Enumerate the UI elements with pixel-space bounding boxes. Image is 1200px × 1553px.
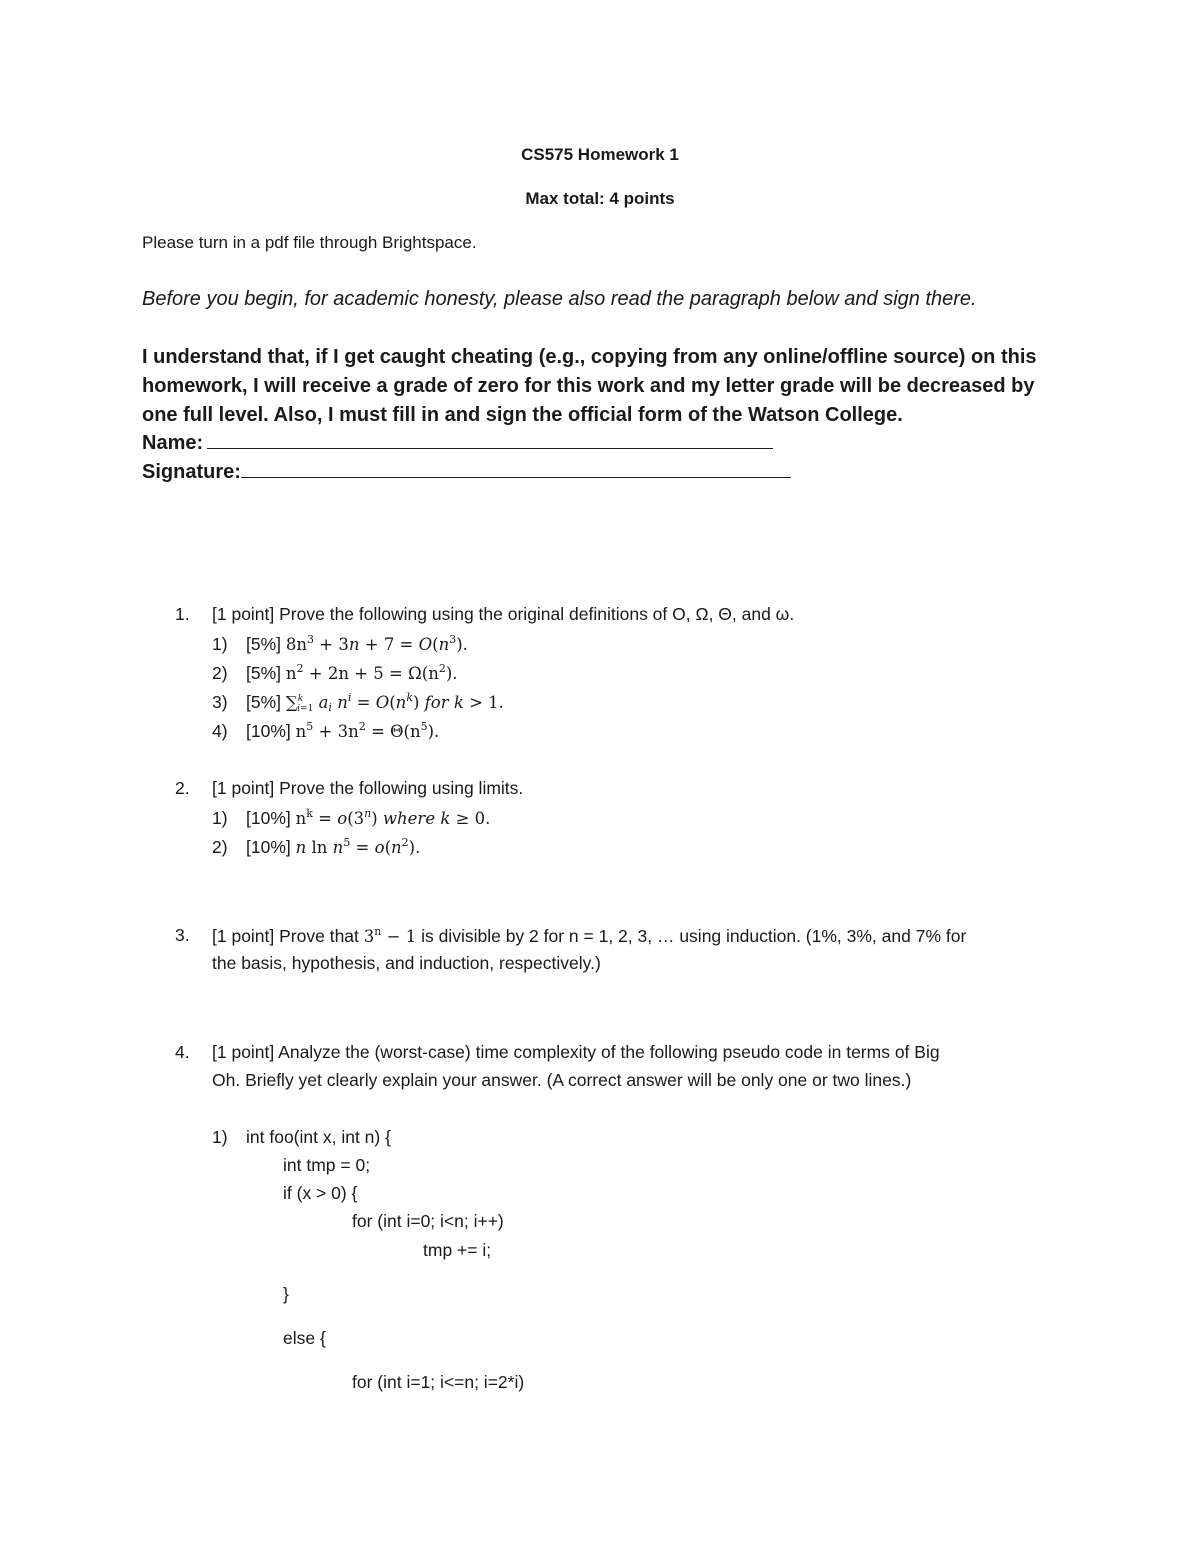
code-line-1: int foo(int x, int n) { [246,1127,391,1147]
q1-item-2-pct: [5%] [246,663,282,683]
q1-number: 1. [175,604,190,624]
honesty-line-1: I understand that, if I get caught cheating (e.g., copying from any online/offline source) on this [142,346,1037,368]
q1-item-2-formula: $n^2 + 2n + 5 = \Omega(n^2)$. [285,662,458,683]
q3-line-1 [212,925,966,947]
name-label: Name: [142,432,204,454]
q2-item-2-pct: [10%] [246,837,291,857]
q4-line-2: Oh. Briefly yet clearly explain your answer. (A correct answer will be only one or two lines.) [212,1070,912,1090]
document-title: CS575 Homework 1 [521,145,679,164]
q2-item-1 [212,807,490,829]
code-line-3: if (x > 0) { [283,1183,358,1203]
before-begin-note: Before you begin, for academic honesty, please also read the paragraph below and sign there. [142,288,977,310]
q2-text: [1 point] Prove the following using limits. [212,778,524,798]
q2-item-1-num: 1) [212,808,228,828]
q1-item-3-pct: [5%] [246,692,282,712]
signature-label: Signature: [142,461,241,483]
q1-item-4 [212,720,439,742]
q1-item-3-num: 3) [212,692,228,712]
name-blank-line[interactable] [207,430,773,449]
q1-item-4-num: 4) [212,721,228,741]
code-line-5: tmp += i; [423,1240,492,1260]
q2-item-1-pct: [10%] [246,808,291,828]
signature-blank-line[interactable] [241,459,791,478]
q3-formula: $3^n - 1$ [363,925,417,946]
q2-number: 2. [175,778,190,798]
q1-item-2 [212,662,458,684]
q1-item-1-formula: $8n^3 + 3n + 7 = O(n^3)$. [285,633,468,654]
q3-text-a: [1 point] Prove that [212,926,359,946]
name-row [142,430,773,455]
q2-item-2 [212,836,420,858]
q2-item-1-formula: $n^k = o(3^n)$ where k ≥ 0. [295,807,491,828]
q4-sub-number: 1) [212,1127,228,1147]
turn-in-instruction: Please turn in a pdf file through Brightspace. [142,233,477,252]
honesty-line-2: homework, I will receive a grade of zero for this work and my letter grade will be decreased by [142,375,1035,397]
q1-item-1 [212,633,468,655]
q1-item-1-num: 1) [212,634,228,654]
q1-text: [1 point] Prove the following using the original definitions of O, Ω, Θ, and ω. [212,604,795,624]
q2-item-2-num: 2) [212,837,228,857]
code-line-8: for (int i=1; i<=n; i=2*i) [352,1372,525,1392]
q1-item-3 [212,691,504,714]
q4-number: 4. [175,1042,190,1062]
code-line-4: for (int i=0; i<n; i++) [352,1211,504,1231]
q4-line-1: [1 point] Analyze the (worst-case) time complexity of the following pseudo code in terms of Big [212,1042,940,1062]
code-line-6: } [283,1284,289,1304]
q3-number: 3. [175,925,190,945]
q3-line-2: the basis, hypothesis, and induction, respectively.) [212,953,601,973]
max-total: Max total: 4 points [525,189,675,208]
q3-text-b: is divisible by 2 for n = 1, 2, 3, … using induction. (1%, 3%, and 7% for [421,926,967,946]
q2-item-2-formula: n $\ln n^5 = o(n^2)$. [295,836,421,857]
code-line-7: else { [283,1328,326,1348]
q1-item-4-formula: $n^5 + 3n^2 = \Theta(n^5)$. [295,720,440,741]
q1-item-4-pct: [10%] [246,721,291,741]
q1-item-1-pct: [5%] [246,634,282,654]
q1-item-3-formula: ∑$^k_{i=1}$ $a_i$ $n^i = O(n^k)$ for k > 1. [285,691,504,714]
code-line-2: int tmp = 0; [283,1155,371,1175]
honesty-line-3: one full level. Also, I must fill in and sign the official form of the Watson College. [142,404,903,426]
signature-row [142,459,791,484]
q1-item-2-num: 2) [212,663,228,683]
